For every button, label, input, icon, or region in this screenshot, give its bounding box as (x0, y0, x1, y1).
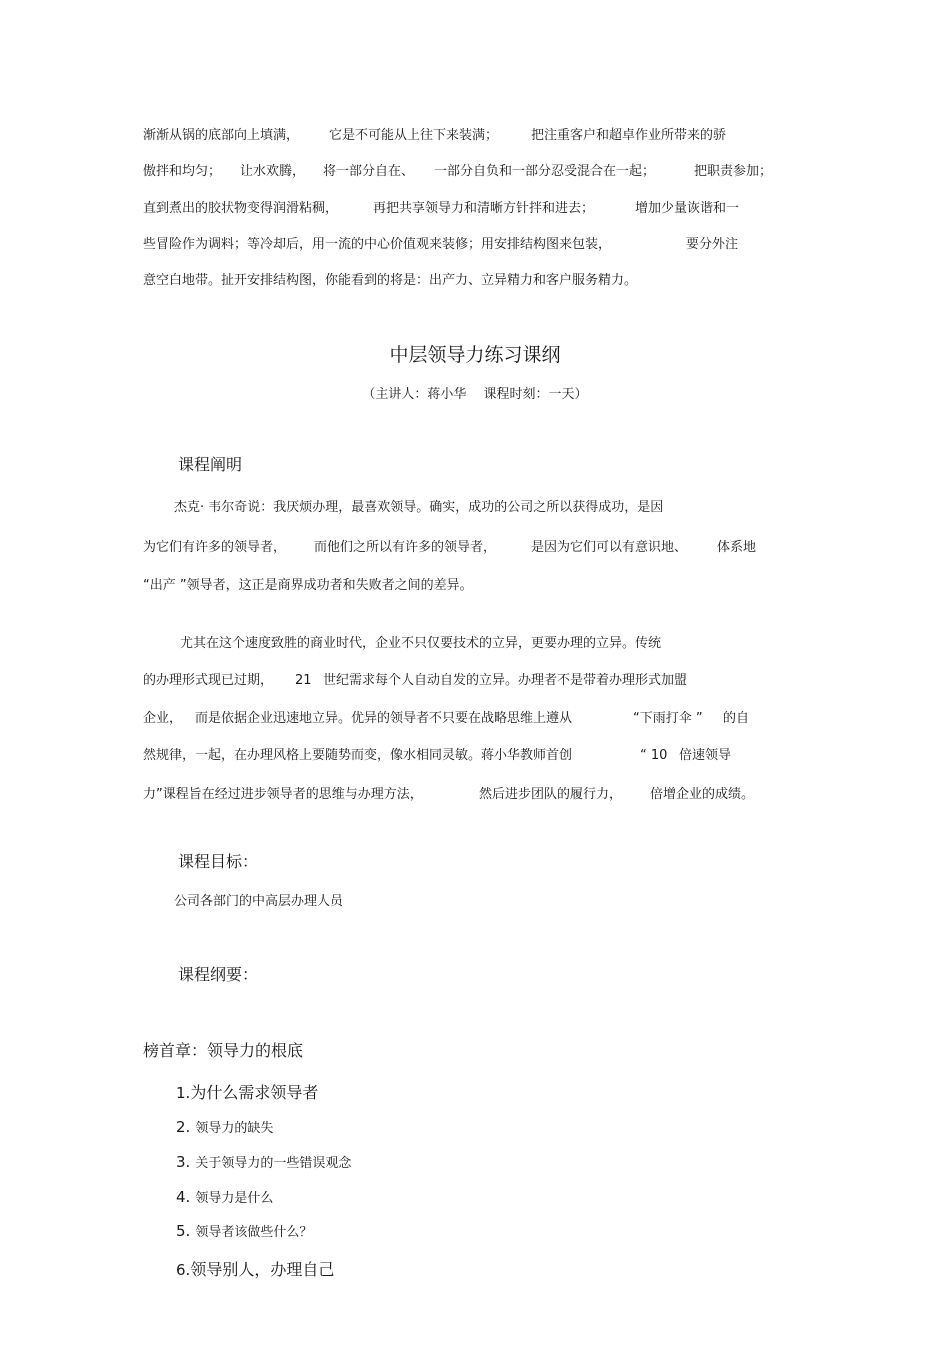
page-subtitle: （主讲人：蒋小华 课程时刻：一天） (362, 387, 588, 402)
text-segment: 体系地 (717, 540, 757, 555)
item-text: 领导者该做些什么？ (195, 1225, 313, 1240)
text-segment: 为它们有许多的领导者， (143, 540, 287, 555)
text-segment: 力”课程旨在经过进步领导者的思维与办理方法， (143, 787, 423, 802)
list-item (176, 1187, 273, 1206)
text-segment: 再把共享领导力和清晰方针拌和进去； (373, 201, 595, 216)
text-segment: “下雨打伞 ” (633, 711, 703, 726)
chapter-title: 榜首章：领导力的根底 (143, 1041, 304, 1060)
item-text: 领导力的缺失 (195, 1121, 274, 1136)
item-text: 关于领导力的一些错误观念 (195, 1156, 352, 1171)
text-segment: 而是依据企业迅速地立异。优异的领导者不只要在战略思维上遵从 (195, 711, 573, 726)
text-segment: 而他们之所以有许多的领导者， (314, 540, 497, 555)
text-segment: 些冒险作为调料；等冷却后，用一流的中心价值观来装修；用安排结构图来包装， (143, 237, 612, 252)
text-segment: 倍速领导 (679, 748, 732, 763)
text-segment: 它是不可能从上往下来装满； (329, 128, 499, 143)
text-segment: “出产 ”领导者，这正是商界成功者和失败者之间的差异。 (143, 578, 473, 593)
item-text: 为什么需求领导者 (190, 1083, 319, 1102)
page-title: 中层领导力练习课纲 (389, 344, 561, 366)
text-segment: 21 (295, 673, 312, 688)
list-item (176, 1221, 312, 1240)
item-number: 3. (176, 1153, 191, 1171)
text-segment: 企业， (143, 711, 183, 726)
text-segment: 让水欢腾， (240, 164, 306, 179)
item-number: 4. (176, 1188, 191, 1206)
text-segment: 意空白地带。扯开安排结构图，你能看到的将是：出产力、立异精力和客户服务精力。 (143, 273, 638, 288)
text-segment: 增加少量诙谐和一 (635, 201, 740, 216)
text-segment: 尤其在这个速度致胜的商业时代，企业不只仅要技术的立异，更要办理的立异。传统 (180, 636, 662, 651)
text-segment: 把注重客户和超卓作业所带来的骄 (531, 128, 727, 143)
item-number: 5. (176, 1222, 191, 1240)
text-segment: 将一部分自在、 (323, 164, 415, 179)
list-item (176, 1080, 318, 1103)
text-segment: 傲拌和均匀； (143, 164, 222, 179)
text-segment: 杰克· 韦尔奇说：我厌烦办理，最喜欢领导。确实，成功的公司之所以获得成功，是因 (174, 500, 664, 515)
text-segment: 世纪需求每个人自动自发的立异。办理者不是带着办理形式加盟 (323, 673, 688, 688)
text-segment: 的自 (723, 711, 750, 726)
text-segment: 然后进步团队的履行力， (479, 787, 623, 802)
item-number: 6. (176, 1261, 191, 1279)
item-number: 1. (176, 1084, 191, 1102)
section-heading-outline: 课程纲要： (178, 965, 259, 984)
list-item (176, 1117, 273, 1136)
list-item (176, 1257, 334, 1280)
target-text: 公司各部门的中高层办理人员 (174, 894, 344, 909)
text-segment: 要分外注 (686, 237, 739, 252)
text-segment: 倍增企业的成绩。 (650, 787, 755, 802)
section-heading-description: 课程阐明 (178, 455, 243, 474)
item-text: 领导力是什么 (195, 1191, 274, 1206)
text-segment: “ 10 (640, 748, 668, 763)
text-segment: 直到煮出的胶状物变得润滑粘稠， (143, 201, 339, 216)
item-text: 领导别人，办理自己 (190, 1260, 335, 1279)
text-segment: 的办理形式现已过期， (143, 673, 274, 688)
text-segment: 然规律，一起，在办理风格上要随势而变，像水相同灵敏。蒋小华教师首创 (143, 748, 573, 763)
item-number: 2. (176, 1118, 191, 1136)
text-segment: 渐渐从锅的底部向上填满， (143, 128, 300, 143)
text-segment: 一部分自负和一部分忍受混合在一起； (434, 164, 656, 179)
list-item (176, 1152, 351, 1171)
text-segment: 是因为它们可以有意识地、 (531, 540, 688, 555)
section-heading-target: 课程目标： (178, 852, 259, 871)
text-segment: 把职责参加； (694, 164, 773, 179)
